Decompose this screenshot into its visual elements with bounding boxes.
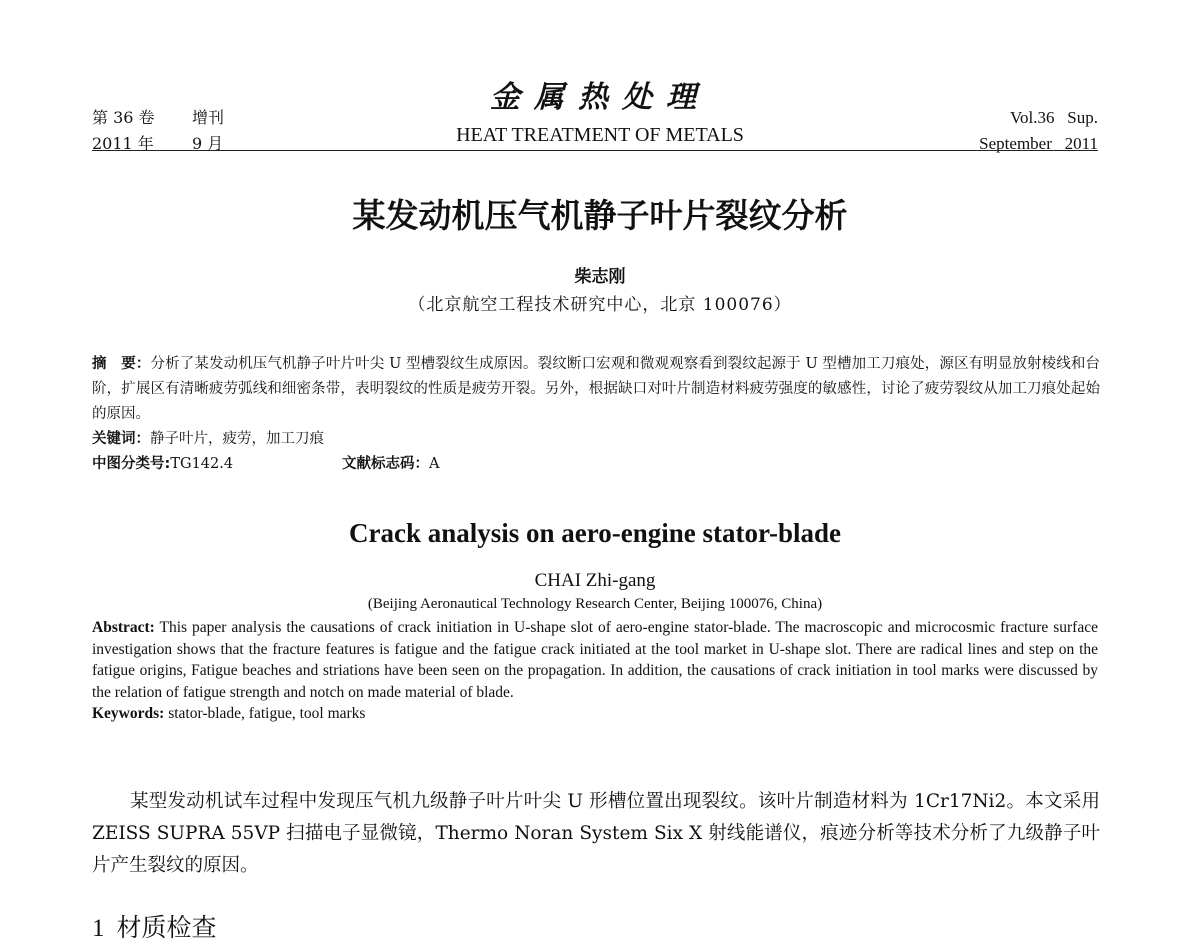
section-title: 材质检查 xyxy=(116,913,217,942)
sup-en: Sup. xyxy=(1067,108,1098,127)
keywords-cn-label: 关键词： xyxy=(92,431,150,447)
paper-title-cn: 某发动机压气机静子叶片裂纹分析 xyxy=(352,196,848,235)
keywords-en-label: Keywords: xyxy=(92,705,165,722)
month-cn: 9 月 xyxy=(192,134,224,153)
abstract-en-text: This paper analysis the causations of crack initiation in U-shape slot of aero-engine stator-blade. The macroscopic and microcosmic fracture surface investigation shows that the fracture features is fatigue and the fatigue crack initiated at the tool market in U-shape slot. There are radical lines and step on the fatigue origins, Fatigue beaches and striations have been seen on the propagation. In addition, the causations of crack initiation in tool marks were discussed by the relation of fatigue strength and notch on made material of blade. xyxy=(92,619,1098,701)
abstract-cn-text: 分析了某发动机压气机静子叶片叶尖 U 型槽裂纹生成原因。裂纹断口宏观和微观观察看到裂纹起源于 U 型槽加工刀痕处，源区有明显放射棱线和台阶，扩展区有清晰疲劳弧线和细密条带，表明裂纹的性质是疲劳开裂。另外，根据缺口对叶片制造材料疲劳强度的敏感性，讨论了疲劳裂纹从加工刀痕处起始的原因。 xyxy=(92,356,1101,422)
affiliation-en: (Beijing Aeronautical Technology Research Center, Beijing 100076, China) xyxy=(367,596,823,612)
affiliation-cn: （北京航空工程技术研究中心，北京 100076） xyxy=(408,295,792,315)
issue-cn: 增刊 xyxy=(192,108,225,127)
journal-masthead xyxy=(430,78,770,147)
abstract-en-block xyxy=(92,617,1098,725)
month-en: September xyxy=(979,134,1052,153)
keywords-cn-text: 静子叶片，疲劳，加工刀痕 xyxy=(150,431,324,447)
doc-code-value: A xyxy=(429,456,440,472)
keywords-en-text: stator-blade, fatigue, tool marks xyxy=(164,705,366,722)
author-en: CHAI Zhi-gang xyxy=(534,570,656,591)
abstract-cn xyxy=(92,352,1100,427)
header-divider xyxy=(92,150,1098,151)
section-number: 1 xyxy=(92,915,105,942)
clc-value: TG142.4 xyxy=(170,456,234,472)
volume-cn: 第 36 卷 xyxy=(92,108,155,127)
keywords-en xyxy=(92,703,1098,725)
journal-title-en: HEAT TREATMENT OF METALS xyxy=(456,124,744,146)
abstract-cn-label: 摘 要： xyxy=(92,356,151,372)
year-cn: 2011 年 xyxy=(92,134,154,153)
section-heading xyxy=(92,908,217,949)
abstract-en-label: Abstract: xyxy=(92,619,155,636)
paper-title-en: Crack analysis on aero-engine stator-blade xyxy=(349,518,841,548)
keywords-cn xyxy=(92,427,1100,452)
intro-paragraph: 某型发动机试车过程中发现压气机九级静子叶片叶尖 U 形槽位置出现裂纹。该叶片制造材料为 1Cr17Ni2。本文采用 ZEISS SUPRA 55VP 扫描电子显微镜，Thermo Noran System Six X 射线能谱仪，痕迹分析等技术分析了九级静子叶片产生裂纹的原因。 xyxy=(92,791,1100,876)
clc-label: 中图分类号: xyxy=(92,456,171,472)
abstract-en xyxy=(92,617,1098,703)
volume-en: Vol.36 xyxy=(1009,108,1055,127)
year-en: 2011 xyxy=(1064,134,1098,153)
classification-line xyxy=(92,452,1100,477)
author-cn: 柴志刚 xyxy=(574,267,626,287)
abstract-cn-block xyxy=(92,352,1100,477)
doc-code-label: 文献标志码： xyxy=(342,456,429,472)
journal-logo: 金属热处理 xyxy=(490,80,710,115)
